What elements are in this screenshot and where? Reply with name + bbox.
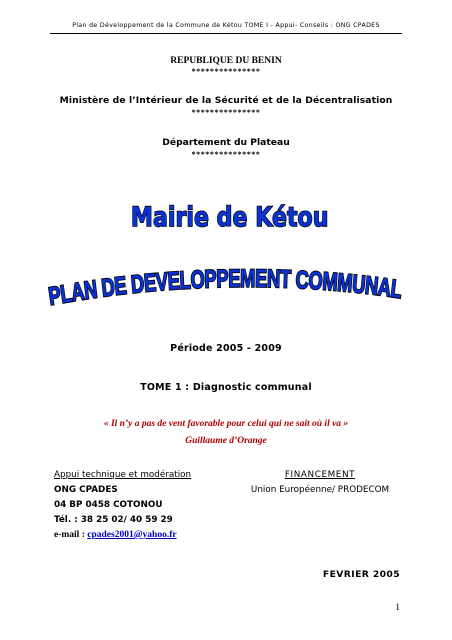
funder-name: Union Européenne/ PRODECOM — [250, 485, 390, 495]
ministry-heading: Ministère de l’Intérieur de la Sécurité et de la Décentralisation — [59, 95, 393, 106]
plan-wordart-title — [42, 248, 412, 308]
email-line — [54, 528, 191, 543]
plan-title-path: PLAN DE DEVELOPPEMENT COMMUNAL — [46, 264, 406, 308]
separator-2: *************** — [191, 108, 261, 117]
financing-block — [240, 468, 400, 498]
republic-heading: REPUBLIQUE DU BENIN — [170, 56, 282, 66]
tome-heading: TOME 1 : Diagnostic communal — [140, 382, 312, 393]
phone-number: Tél. : 38 25 02/ 40 59 29 — [54, 515, 173, 525]
document-date: FEVRIER 2005 — [322, 569, 400, 580]
quote-text: « Il n’y a pas de vent favorable pour celui qui ne sait où il va » — [103, 419, 349, 429]
quote-author: Guillaume d’Orange — [185, 436, 267, 446]
mairie-title-text: Mairie de Kétou — [130, 200, 329, 233]
separator-1: *************** — [191, 67, 261, 76]
mairie-wordart-title — [130, 190, 329, 238]
postal-address: 04 BP 0458 COTONOU — [54, 500, 163, 510]
period-heading: Période 2005 - 2009 — [170, 343, 282, 354]
org-name: ONG CPADES — [54, 485, 118, 495]
plan-title-text — [47, 265, 404, 308]
separator-3: *************** — [191, 150, 261, 159]
support-heading: Appui technique et modération — [54, 470, 192, 480]
running-header: Plan de Développement de la Commune de Kétou TOME I - Appui- Conseils : ONG CPADES — [72, 22, 380, 29]
financing-heading: FINANCEMENT — [284, 470, 356, 480]
header-rule — [50, 33, 402, 34]
contact-block — [54, 468, 191, 543]
department-heading: Département du Plateau — [162, 137, 290, 148]
email-link[interactable]: cpades2001@yahoo.fr — [87, 530, 177, 540]
email-label: e-mail : — [54, 530, 88, 540]
page-number: 1 — [395, 603, 400, 613]
